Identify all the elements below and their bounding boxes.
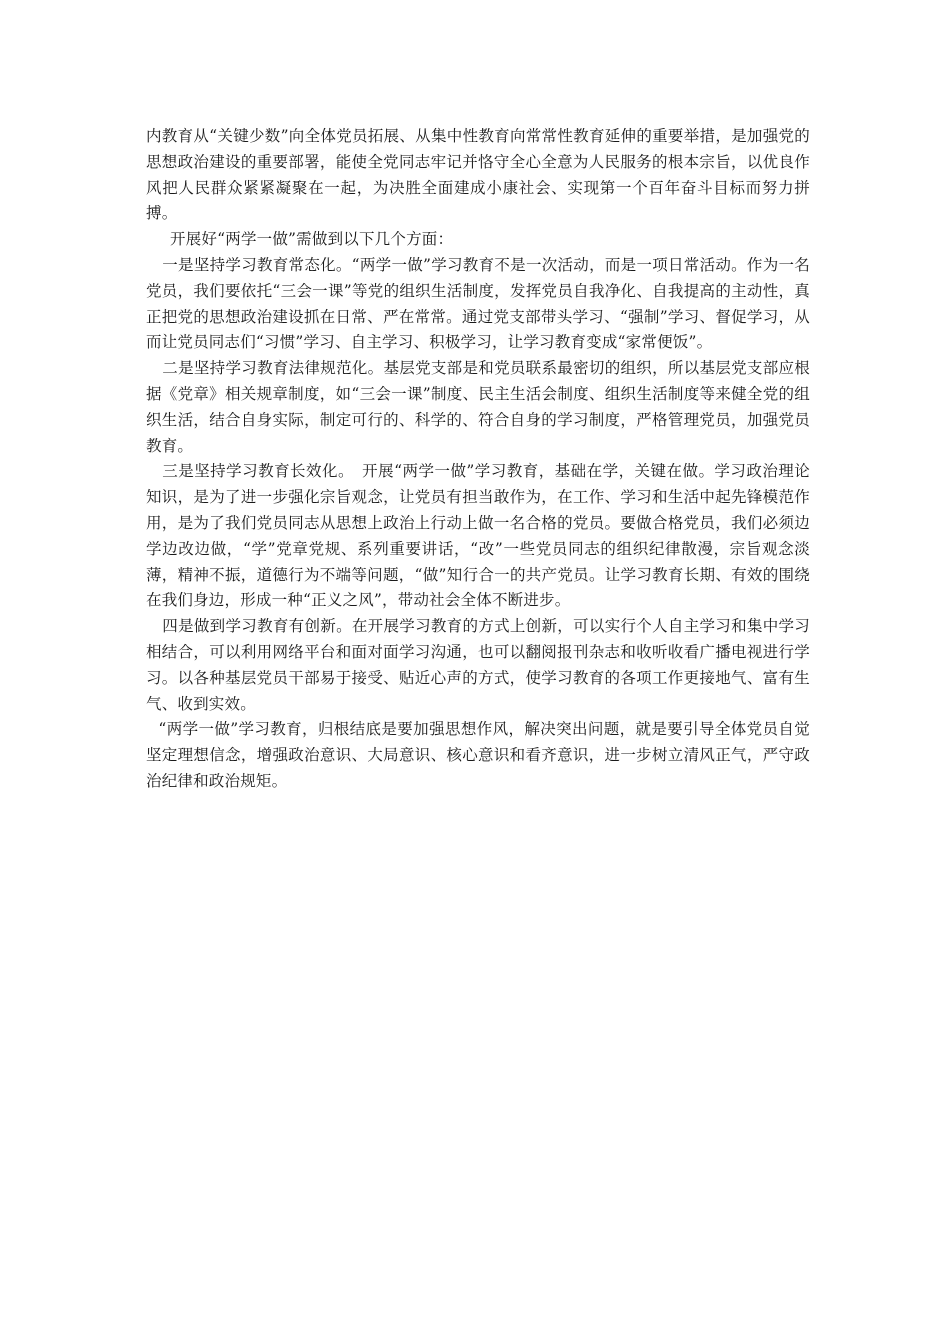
paragraph-point-one: 一是坚持学习教育常态化。“两学一做”学习教育不是一次活动，而是一项日常活动。作为一名党员，我们要依托“三会一课”等党的组织生活制度，发挥党员自我净化、自我提高的主动性，真正把党的思想政治建设抓在日常、严在常常。通过党支部带头学习、“强制”学习、督促学习，从而让党员同志们“习惯”学习、自主学习、积极学习，让学习教育变成“家常便饭”。	[146, 255, 810, 352]
paragraph-conclusion: “两学一做”学习教育，归根结底是要加强思想作风，解决突出问题，就是要引导全体党员自觉坚定理想信念，增强政治意识、大局意识、核心意识和看齐意识，进一步树立清风正气，严守政治纪律和政治规矩。	[146, 720, 810, 790]
paragraph-point-two: 二是坚持学习教育法律规范化。基层党支部是和党员联系最密切的组织，所以基层党支部应根据《党章》相关规章制度，如“三会一课”制度、民主生活会制度、组织生活制度等来健全党的组织生活，结合自身实际，制定可行的、科学的、符合自身的学习制度，严格管理党员，加强党员教育。	[146, 359, 810, 455]
document-body	[146, 124, 810, 795]
paragraph-point-four: 四是做到学习教育有创新。在开展学习教育的方式上创新，可以实行个人自主学习和集中学习相结合，可以利用网络平台和面对面学习沟通，也可以翻阅报刊杂志和收听收看广播电视进行学习。以各种基层党员干部易于接受、贴近心声的方式，使学习教育的各项工作更接地气、富有生气、收到实效。	[146, 617, 810, 713]
paragraph-aspects-heading: 开展好“两学一做”需做到以下几个方面：	[170, 230, 454, 249]
paragraph-point-three: 三是坚持学习教育长效化。 开展“两学一做”学习教育，基础在学，关键在做。学习政治理论知识，是为了进一步强化宗旨观念，让党员有担当敢作为，在工作、学习和生活中起先锋模范作用，是为了我们党员同志从思想上政治上行动上做一名合格的党员。要做合格党员，我们必须边学边改边做，“学”党章党规、系列重要讲话，“改”一些党员同志的组织纪律散漫，宗旨观念淡薄，精神不振，道德行为不端等问题，“做”知行合一的共产党员。让学习教育长期、有效的围绕在我们身边，形成一种“正义之风”，带动社会全体不断进步。	[146, 462, 810, 610]
paragraph-intro: 内教育从“关键少数”向全体党员拓展、从集中性教育向常常性教育延伸的重要举措，是加强党的思想政治建设的重要部署，能使全党同志牢记并恪守全心全意为人民服务的根本宗旨，以优良作风把人民群众紧紧凝聚在一起，为决胜全面建成小康社会、实现第一个百年奋斗目标而努力拼搏。	[146, 127, 810, 223]
